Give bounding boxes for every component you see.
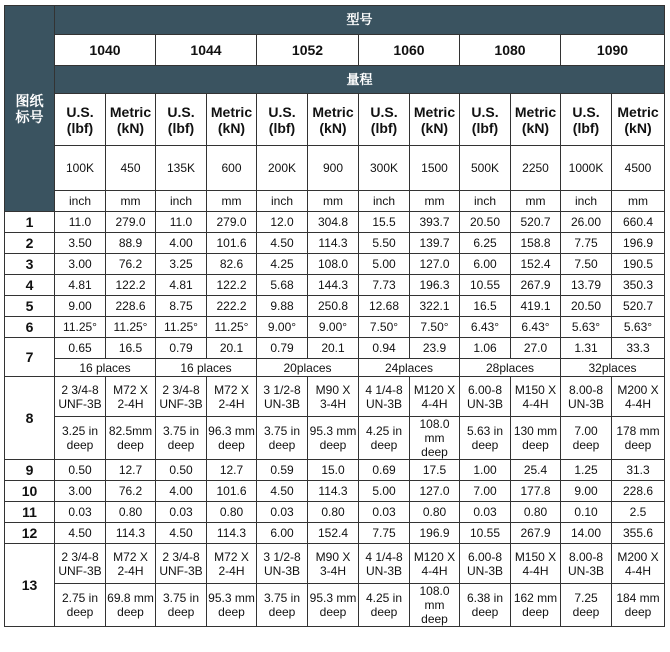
value-cell: 350.3	[612, 275, 665, 296]
value-cell: 228.6	[106, 296, 156, 317]
value-cell: 7.50°	[410, 317, 460, 338]
dimension-unit-cell: inch	[359, 191, 410, 212]
thread-depth-cell: 3.25 in deep	[55, 417, 106, 460]
value-cell: 0.79	[257, 338, 308, 359]
value-cell: 122.2	[106, 275, 156, 296]
table-row	[5, 254, 665, 275]
value-cell: 250.8	[308, 296, 359, 317]
value-cell: 0.94	[359, 338, 410, 359]
capacity-cell: 1500	[410, 146, 460, 191]
value-cell: 9.00°	[308, 317, 359, 338]
thread-spec-cell: 2 3/4-8 UNF-3B	[156, 544, 207, 584]
dimension-unit-cell: inch	[561, 191, 612, 212]
thread-depth-cell: 95.3 mm deep	[308, 584, 359, 627]
table-row	[5, 233, 665, 254]
value-cell: 27.0	[511, 338, 561, 359]
unit-row	[5, 94, 665, 146]
capacity-cell: 2250	[511, 146, 561, 191]
dimension-unit-cell: mm	[308, 191, 359, 212]
row-number: 9	[5, 460, 55, 481]
value-cell: 279.0	[106, 212, 156, 233]
value-cell: 144.3	[308, 275, 359, 296]
value-cell: 0.80	[511, 502, 561, 523]
value-cell: 5.00	[359, 254, 410, 275]
thread-spec-cell: M90 X 3-4H	[308, 544, 359, 584]
value-cell: 11.0	[55, 212, 106, 233]
load-cell-spec-table	[4, 5, 665, 627]
value-cell: 7.75	[561, 233, 612, 254]
dimension-unit-cell: inch	[257, 191, 308, 212]
row-number: 6	[5, 317, 55, 338]
value-cell: 0.80	[207, 502, 257, 523]
capacity-cell: 1000K	[561, 146, 612, 191]
value-cell: 279.0	[207, 212, 257, 233]
table-row	[5, 502, 665, 523]
capacity-cell: 900	[308, 146, 359, 191]
places-cell: 32places	[561, 359, 665, 377]
dimension-unit-row	[5, 191, 665, 212]
unit-metric-kn: Metric (kN)	[410, 94, 460, 146]
value-cell: 152.4	[308, 523, 359, 544]
value-cell: 12.7	[207, 460, 257, 481]
unit-metric-kn: Metric (kN)	[308, 94, 359, 146]
value-cell: 0.80	[106, 502, 156, 523]
thread-spec-cell: M72 X 2-4H	[106, 377, 156, 417]
value-cell: 114.3	[308, 481, 359, 502]
value-cell: 5.63°	[561, 317, 612, 338]
row-number: 3	[5, 254, 55, 275]
value-cell: 7.50	[561, 254, 612, 275]
value-cell: 10.55	[460, 523, 511, 544]
value-cell: 5.68	[257, 275, 308, 296]
value-cell: 419.1	[511, 296, 561, 317]
row-number: 12	[5, 523, 55, 544]
model-1090: 1090	[561, 35, 665, 66]
value-cell: 0.80	[308, 502, 359, 523]
thread-spec-cell: 4 1/4-8 UN-3B	[359, 377, 410, 417]
table-row	[5, 338, 665, 359]
model-1080: 1080	[460, 35, 561, 66]
value-cell: 20.50	[460, 212, 511, 233]
capacity-cell: 4500	[612, 146, 665, 191]
table-row	[5, 523, 665, 544]
thread-depth-cell: 3.75 in deep	[257, 584, 308, 627]
value-cell: 3.25	[156, 254, 207, 275]
spec-table-container	[4, 5, 664, 627]
value-cell: 6.00	[460, 254, 511, 275]
unit-us-lbf: U.S. (lbf)	[359, 94, 410, 146]
value-cell: 304.8	[308, 212, 359, 233]
value-cell: 520.7	[612, 296, 665, 317]
value-cell: 196.9	[612, 233, 665, 254]
value-cell: 8.75	[156, 296, 207, 317]
value-cell: 0.59	[257, 460, 308, 481]
row-number: 7	[5, 338, 55, 377]
thread-spec-cell: M72 X 2-4H	[207, 544, 257, 584]
thread-depth-cell: 82.5mm deep	[106, 417, 156, 460]
capacity-row	[5, 146, 665, 191]
row-number: 1	[5, 212, 55, 233]
value-cell: 1.31	[561, 338, 612, 359]
dimension-unit-cell: mm	[106, 191, 156, 212]
table-row	[5, 460, 665, 481]
thread-spec-cell: M200 X 4-4H	[612, 377, 665, 417]
thread-depth-cell: 95.3 mm deep	[308, 417, 359, 460]
thread-spec-cell: 6.00-8 UN-3B	[460, 377, 511, 417]
value-cell: 20.50	[561, 296, 612, 317]
value-cell: 11.25°	[207, 317, 257, 338]
value-cell: 16.5	[106, 338, 156, 359]
range-label: 量程	[55, 66, 665, 94]
thread-depth-cell: 184 mm deep	[612, 584, 665, 627]
thread-spec-cell: M150 X 4-4H	[511, 377, 561, 417]
unit-metric-kn: Metric (kN)	[511, 94, 561, 146]
value-cell: 127.0	[410, 254, 460, 275]
value-cell: 660.4	[612, 212, 665, 233]
value-cell: 9.00	[55, 296, 106, 317]
value-cell: 5.63°	[612, 317, 665, 338]
thread-depth-cell: 108.0 mm deep	[410, 417, 460, 460]
value-cell: 4.00	[156, 481, 207, 502]
unit-us-lbf: U.S. (lbf)	[156, 94, 207, 146]
value-cell: 7.00	[460, 481, 511, 502]
capacity-cell: 600	[207, 146, 257, 191]
value-cell: 196.3	[410, 275, 460, 296]
thread-depth-cell: 130 mm deep	[511, 417, 561, 460]
thread-spec-cell: M72 X 2-4H	[106, 544, 156, 584]
unit-metric-kn: Metric (kN)	[106, 94, 156, 146]
value-cell: 3.00	[55, 254, 106, 275]
thread-depth-cell: 178 mm deep	[612, 417, 665, 460]
value-cell: 9.00	[561, 481, 612, 502]
value-cell: 322.1	[410, 296, 460, 317]
value-cell: 267.9	[511, 275, 561, 296]
value-cell: 4.81	[55, 275, 106, 296]
value-cell: 10.55	[460, 275, 511, 296]
thread-depth-cell: 108.0 mm deep	[410, 584, 460, 627]
value-cell: 101.6	[207, 233, 257, 254]
value-cell: 0.03	[359, 502, 410, 523]
row-number: 13	[5, 544, 55, 627]
unit-metric-kn: Metric (kN)	[612, 94, 665, 146]
places-cell: 16 places	[55, 359, 156, 377]
value-cell: 11.0	[156, 212, 207, 233]
value-cell: 88.9	[106, 233, 156, 254]
thread-spec-cell: 2 3/4-8 UNF-3B	[55, 377, 106, 417]
model-1040: 1040	[55, 35, 156, 66]
places-cell: 24places	[359, 359, 460, 377]
value-cell: 6.25	[460, 233, 511, 254]
unit-us-lbf: U.S. (lbf)	[257, 94, 308, 146]
value-cell: 0.03	[156, 502, 207, 523]
depth-row	[5, 417, 665, 460]
capacity-cell: 500K	[460, 146, 511, 191]
value-cell: 122.2	[207, 275, 257, 296]
dimension-unit-cell: mm	[612, 191, 665, 212]
value-cell: 5.00	[359, 481, 410, 502]
value-cell: 393.7	[410, 212, 460, 233]
value-cell: 31.3	[612, 460, 665, 481]
thread-spec-cell: 6.00-8 UN-3B	[460, 544, 511, 584]
unit-us-lbf: U.S. (lbf)	[561, 94, 612, 146]
unit-metric-kn: Metric (kN)	[207, 94, 257, 146]
value-cell: 12.7	[106, 460, 156, 481]
places-cell: 28places	[460, 359, 561, 377]
value-cell: 13.79	[561, 275, 612, 296]
value-cell: 0.03	[460, 502, 511, 523]
thread-spec-cell: M120 X 4-4H	[410, 377, 460, 417]
value-cell: 1.00	[460, 460, 511, 481]
value-cell: 6.43°	[511, 317, 561, 338]
value-cell: 520.7	[511, 212, 561, 233]
value-cell: 1.25	[561, 460, 612, 481]
thread-spec-cell: 2 3/4-8 UNF-3B	[156, 377, 207, 417]
value-cell: 267.9	[511, 523, 561, 544]
value-cell: 25.4	[511, 460, 561, 481]
thread-spec-cell: M120 X 4-4H	[410, 544, 460, 584]
value-cell: 114.3	[308, 233, 359, 254]
range-header-row	[5, 66, 665, 94]
thread-depth-cell: 5.63 in deep	[460, 417, 511, 460]
capacity-cell: 200K	[257, 146, 308, 191]
capacity-cell: 450	[106, 146, 156, 191]
thread-depth-cell: 4.25 in deep	[359, 584, 410, 627]
thread-depth-cell: 2.75 in deep	[55, 584, 106, 627]
row-number: 2	[5, 233, 55, 254]
value-cell: 7.73	[359, 275, 410, 296]
value-cell: 101.6	[207, 481, 257, 502]
capacity-cell: 100K	[55, 146, 106, 191]
table-row	[5, 212, 665, 233]
value-cell: 0.69	[359, 460, 410, 481]
thread-spec-cell: 2 3/4-8 UNF-3B	[55, 544, 106, 584]
thread-row	[5, 544, 665, 584]
value-cell: 15.5	[359, 212, 410, 233]
value-cell: 190.5	[612, 254, 665, 275]
thread-spec-cell: M200 X 4-4H	[612, 544, 665, 584]
value-cell: 158.8	[511, 233, 561, 254]
value-cell: 4.81	[156, 275, 207, 296]
capacity-cell: 300K	[359, 146, 410, 191]
value-cell: 114.3	[207, 523, 257, 544]
value-cell: 4.25	[257, 254, 308, 275]
value-cell: 9.88	[257, 296, 308, 317]
value-cell: 177.8	[511, 481, 561, 502]
thread-depth-cell: 162 mm deep	[511, 584, 561, 627]
thread-spec-cell: 3 1/2-8 UN-3B	[257, 544, 308, 584]
table-row	[5, 317, 665, 338]
value-cell: 355.6	[612, 523, 665, 544]
thread-depth-cell: 7.25 deep	[561, 584, 612, 627]
value-cell: 222.2	[207, 296, 257, 317]
places-row	[5, 359, 665, 377]
value-cell: 108.0	[308, 254, 359, 275]
thread-depth-cell: 6.38 in deep	[460, 584, 511, 627]
value-cell: 20.1	[207, 338, 257, 359]
value-cell: 0.03	[55, 502, 106, 523]
value-cell: 114.3	[106, 523, 156, 544]
model-header-row	[5, 6, 665, 35]
table-row	[5, 275, 665, 296]
value-cell: 127.0	[410, 481, 460, 502]
thread-spec-cell: 8.00-8 UN-3B	[561, 544, 612, 584]
value-cell: 11.25°	[55, 317, 106, 338]
thread-depth-cell: 3.75 in deep	[156, 584, 207, 627]
thread-spec-cell: 8.00-8 UN-3B	[561, 377, 612, 417]
unit-us-lbf: U.S. (lbf)	[55, 94, 106, 146]
value-cell: 6.00	[257, 523, 308, 544]
model-1052: 1052	[257, 35, 359, 66]
value-cell: 20.1	[308, 338, 359, 359]
value-cell: 12.0	[257, 212, 308, 233]
thread-spec-cell: 4 1/4-8 UN-3B	[359, 544, 410, 584]
value-cell: 12.68	[359, 296, 410, 317]
thread-spec-cell: M150 X 4-4H	[511, 544, 561, 584]
row-number: 11	[5, 502, 55, 523]
thread-depth-cell: 69.8 mm deep	[106, 584, 156, 627]
value-cell: 0.03	[257, 502, 308, 523]
thread-depth-cell: 3.75 in deep	[257, 417, 308, 460]
dimension-unit-cell: mm	[410, 191, 460, 212]
value-cell: 0.50	[156, 460, 207, 481]
value-cell: 23.9	[410, 338, 460, 359]
value-cell: 11.25°	[156, 317, 207, 338]
value-cell: 15.0	[308, 460, 359, 481]
value-cell: 7.75	[359, 523, 410, 544]
value-cell: 16.5	[460, 296, 511, 317]
thread-row	[5, 377, 665, 417]
value-cell: 152.4	[511, 254, 561, 275]
dimension-unit-cell: mm	[511, 191, 561, 212]
row-number: 4	[5, 275, 55, 296]
model-label: 型号	[55, 6, 665, 35]
thread-spec-cell: 3 1/2-8 UN-3B	[257, 377, 308, 417]
value-cell: 0.50	[55, 460, 106, 481]
value-cell: 82.6	[207, 254, 257, 275]
places-cell: 20places	[257, 359, 359, 377]
thread-spec-cell: M72 X 2-4H	[207, 377, 257, 417]
value-cell: 4.50	[156, 523, 207, 544]
drawing-no-label: 图纸 标号	[5, 6, 55, 212]
value-cell: 3.00	[55, 481, 106, 502]
value-cell: 9.00°	[257, 317, 308, 338]
dimension-unit-cell: inch	[156, 191, 207, 212]
value-cell: 4.00	[156, 233, 207, 254]
row-number: 10	[5, 481, 55, 502]
value-cell: 0.80	[410, 502, 460, 523]
row-number: 5	[5, 296, 55, 317]
value-cell: 0.65	[55, 338, 106, 359]
value-cell: 3.50	[55, 233, 106, 254]
model-1060: 1060	[359, 35, 460, 66]
value-cell: 11.25°	[106, 317, 156, 338]
row-number: 8	[5, 377, 55, 460]
value-cell: 26.00	[561, 212, 612, 233]
thread-spec-cell: M90 X 3-4H	[308, 377, 359, 417]
model-number-row	[5, 35, 665, 66]
value-cell: 0.79	[156, 338, 207, 359]
value-cell: 6.43°	[460, 317, 511, 338]
value-cell: 196.9	[410, 523, 460, 544]
thread-depth-cell: 7.00 deep	[561, 417, 612, 460]
value-cell: 5.50	[359, 233, 410, 254]
table-row	[5, 296, 665, 317]
dimension-unit-cell: inch	[55, 191, 106, 212]
thread-depth-cell: 3.75 in deep	[156, 417, 207, 460]
capacity-cell: 135K	[156, 146, 207, 191]
value-cell: 228.6	[612, 481, 665, 502]
dimension-unit-cell: mm	[207, 191, 257, 212]
value-cell: 4.50	[257, 481, 308, 502]
value-cell: 0.10	[561, 502, 612, 523]
value-cell: 14.00	[561, 523, 612, 544]
value-cell: 17.5	[410, 460, 460, 481]
value-cell: 1.06	[460, 338, 511, 359]
value-cell: 33.3	[612, 338, 665, 359]
table-row	[5, 481, 665, 502]
value-cell: 76.2	[106, 254, 156, 275]
places-cell: 16 places	[156, 359, 257, 377]
value-cell: 2.5	[612, 502, 665, 523]
value-cell: 7.50°	[359, 317, 410, 338]
thread-depth-cell: 96.3 mm deep	[207, 417, 257, 460]
value-cell: 139.7	[410, 233, 460, 254]
value-cell: 76.2	[106, 481, 156, 502]
value-cell: 4.50	[257, 233, 308, 254]
value-cell: 4.50	[55, 523, 106, 544]
model-1044: 1044	[156, 35, 257, 66]
thread-depth-cell: 4.25 in deep	[359, 417, 410, 460]
dimension-unit-cell: inch	[460, 191, 511, 212]
depth-row	[5, 584, 665, 627]
thread-depth-cell: 95.3 mm deep	[207, 584, 257, 627]
unit-us-lbf: U.S. (lbf)	[460, 94, 511, 146]
